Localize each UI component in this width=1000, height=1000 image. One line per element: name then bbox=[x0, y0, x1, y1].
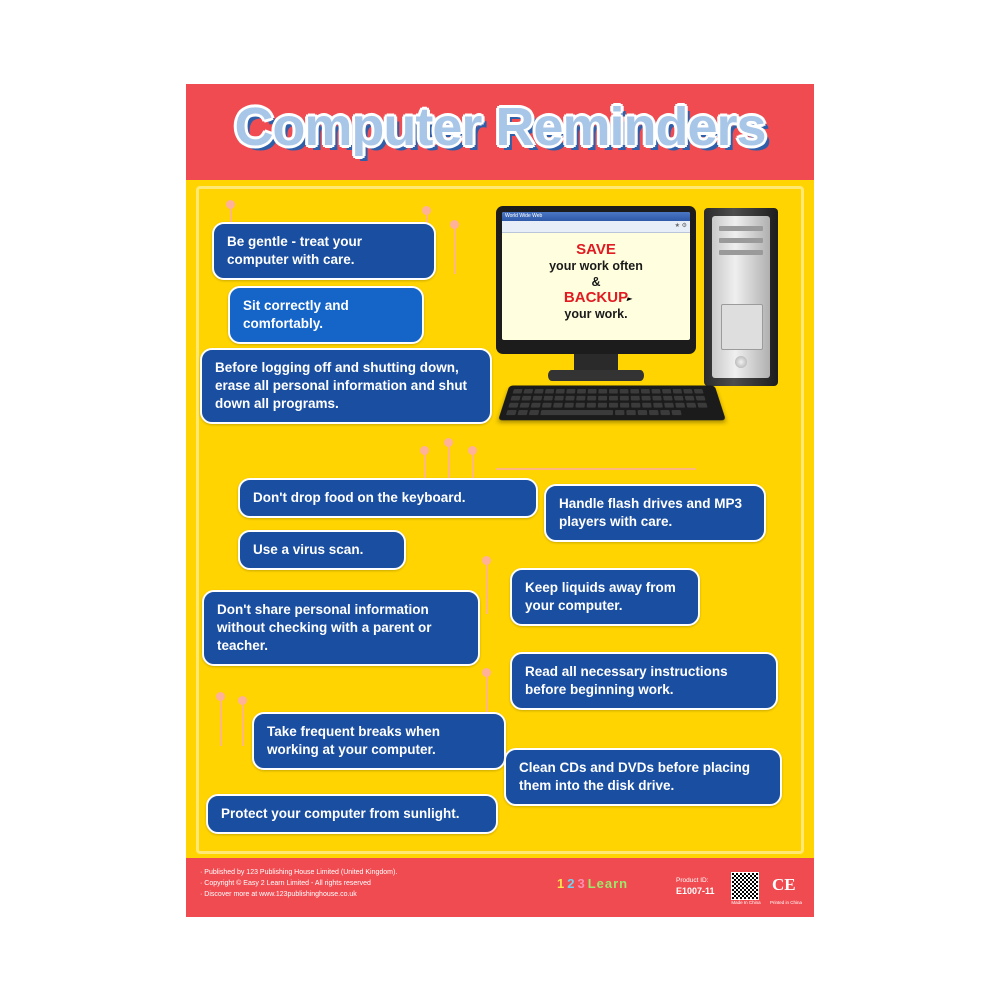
monitor-base bbox=[548, 370, 644, 381]
circuit-trace bbox=[220, 696, 222, 746]
power-button-icon bbox=[735, 356, 747, 368]
poster-body bbox=[186, 180, 814, 917]
poster-header bbox=[186, 84, 814, 180]
poster-footer bbox=[186, 858, 814, 917]
tip-virus-scan: Use a virus scan. bbox=[238, 530, 406, 570]
monitor-illustration bbox=[496, 206, 696, 386]
screen-line-3: & bbox=[591, 275, 601, 289]
logo-part-2: 2 bbox=[567, 876, 576, 891]
footer-line-1: · Published by 123 Publishing House Limited (United Kingdom). bbox=[200, 869, 398, 876]
screen-line-5: your work. bbox=[564, 307, 628, 321]
tower-drive-slot bbox=[719, 238, 763, 243]
circuit-dot bbox=[482, 668, 491, 677]
qr-code-icon bbox=[731, 872, 759, 900]
tip-personal-info: Don't share personal information without checking with a parent or teacher. bbox=[202, 590, 480, 666]
browser-title-bar bbox=[502, 212, 690, 221]
brand-logo bbox=[556, 876, 629, 891]
circuit-dot bbox=[226, 200, 235, 209]
logo-word: Learn bbox=[587, 876, 629, 891]
tip-instructions: Read all necessary instructions before beginning work. bbox=[510, 652, 778, 710]
tower-drive-slot bbox=[719, 226, 763, 231]
tip-be-gentle: Be gentle - treat your computer with care. bbox=[212, 222, 436, 280]
footer-line-2: · Copyright © Easy 2 Learn Limited - All rights reserved bbox=[200, 880, 371, 887]
tip-breaks: Take frequent breaks when working at your computer. bbox=[252, 712, 506, 770]
monitor-bezel bbox=[496, 206, 696, 354]
ce-mark-icon: CE bbox=[772, 875, 796, 894]
monitor-screen bbox=[502, 212, 690, 340]
circuit-trace bbox=[496, 468, 696, 470]
tip-liquids: Keep liquids away from your computer. bbox=[510, 568, 700, 626]
tip-no-food: Don't drop food on the keyboard. bbox=[238, 478, 538, 518]
browser-toolbar-icons: ★ ⚙ bbox=[674, 223, 687, 229]
screen-line-backup: BACKUP bbox=[563, 289, 629, 306]
ce-caption: Printed in China bbox=[769, 900, 803, 905]
circuit-trace bbox=[242, 700, 244, 746]
tip-sunlight: Protect your computer from sunlight. bbox=[206, 794, 498, 834]
circuit-dot bbox=[444, 438, 453, 447]
tower-drive-slot bbox=[719, 250, 763, 255]
logo-part-3: 3 bbox=[577, 876, 586, 891]
tip-clean-discs: Clean CDs and DVDs before placing them into the disk drive. bbox=[504, 748, 782, 806]
circuit-dot bbox=[420, 446, 429, 455]
publisher-info bbox=[200, 867, 397, 900]
tower-optical-drive bbox=[721, 304, 763, 350]
keyboard-illustration bbox=[498, 386, 726, 421]
circuit-dot bbox=[422, 206, 431, 215]
browser-toolbar bbox=[502, 221, 690, 233]
circuit-trace bbox=[486, 672, 488, 712]
circuit-dot bbox=[450, 220, 459, 229]
computer-tower bbox=[704, 208, 778, 386]
tower-front-panel bbox=[712, 216, 770, 378]
circuit-dot bbox=[468, 446, 477, 455]
circuit-trace bbox=[454, 224, 456, 274]
product-label: Product ID: bbox=[676, 877, 709, 884]
screen-line-save: SAVE bbox=[576, 241, 616, 258]
circuit-dot bbox=[216, 692, 225, 701]
screen-message bbox=[502, 233, 690, 322]
footer-line-3: · Discover more at www.123publishinghouse.co.uk bbox=[200, 891, 357, 898]
product-info bbox=[676, 876, 715, 898]
product-id: E1007-11 bbox=[676, 886, 715, 896]
browser-window-title: World Wide Web bbox=[505, 213, 543, 219]
qr-caption: Made In China bbox=[731, 900, 761, 905]
circuit-trace bbox=[486, 560, 488, 614]
page-title: Computer Reminders bbox=[234, 97, 766, 157]
tip-logging-off: Before logging off and shutting down, erase all personal information and shut down all programs. bbox=[200, 348, 492, 424]
tip-flash-drives: Handle flash drives and MP3 players with care. bbox=[544, 484, 766, 542]
poster bbox=[186, 84, 814, 917]
screen-line-2: your work often bbox=[549, 259, 643, 273]
tip-sit-correctly: Sit correctly and comfortably. bbox=[228, 286, 424, 344]
circuit-dot bbox=[238, 696, 247, 705]
logo-part-1: 1 bbox=[557, 876, 566, 891]
circuit-dot bbox=[482, 556, 491, 565]
